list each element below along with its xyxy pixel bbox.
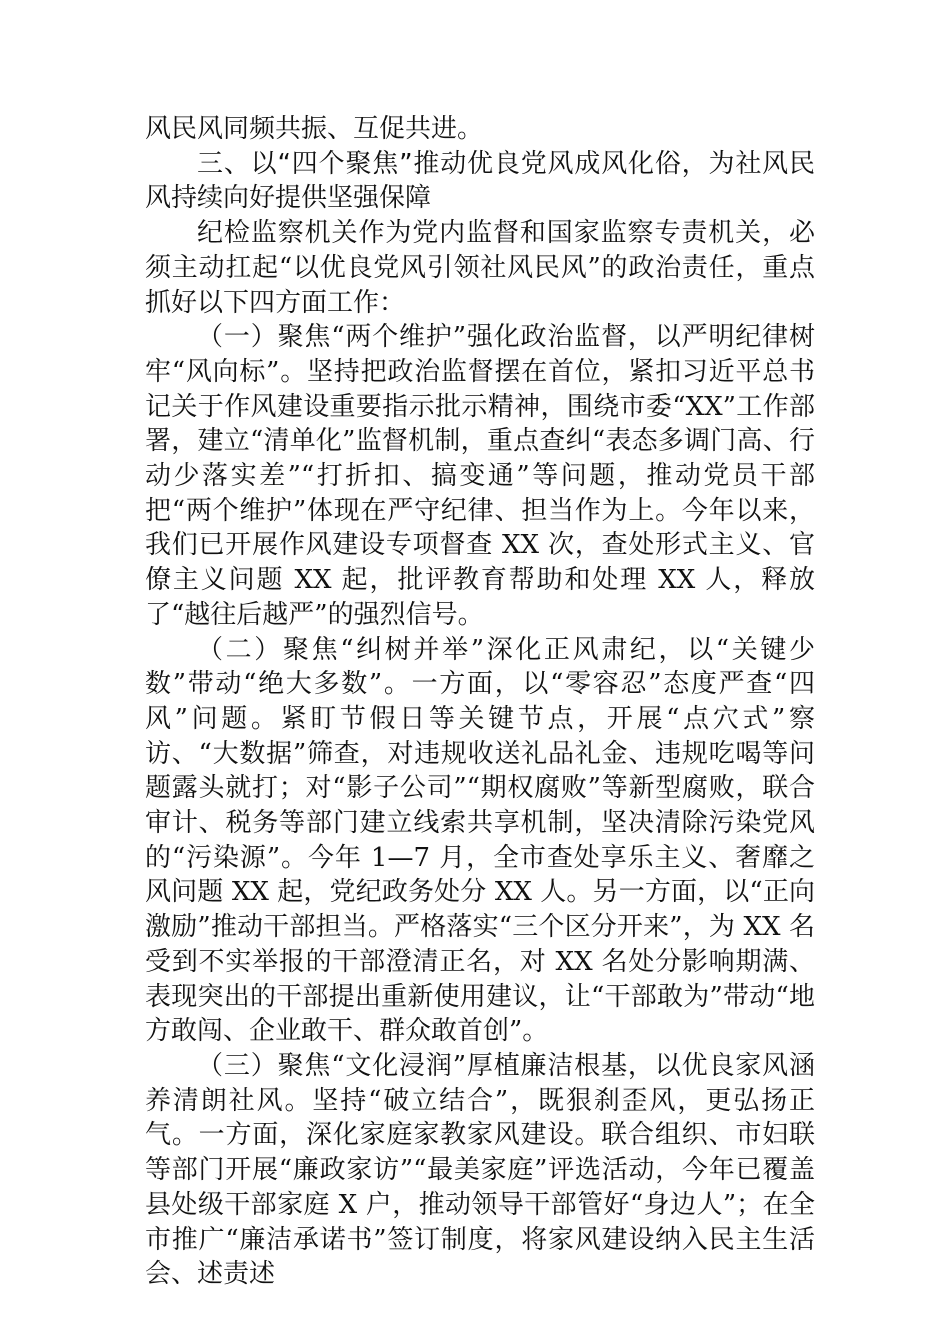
paragraph-item-two: （二）聚焦“纠树并举”深化正风肃纪，以“关键少数”带动“绝大多数”。一方面，以“零容忍”态度严查“四风”问题。紧盯节假日等关键节点，开展“点穴式”察访、“大数据”筛查，对违规收送礼品礼金、违规吃喝等问题露头就打；对“影子公司”“期权腐败”等新型腐败，联合审计、税务等部门建立线索共享机制，坚决清除污染党风的“污染源”。今年 1—7 月，全市查处享乐主义、奢靡之风问题 XX 起，党纪政务处分 XX 人。另一方面，以“正向激励”推动干部担当。严格落实“三个区分开来”，为 XX 名受到不实举报的干部澄清正名，对 XX 名处分影响期满、表现突出的干部提出重新使用建议，让“干部敢为”带动“地方敢闯、企业敢干、群众敢首创”。 xyxy=(145,634,815,1047)
paragraph-continuation: 风民风同频共振、互促共进。 xyxy=(145,114,484,144)
document-body xyxy=(145,112,815,1292)
paragraph-item-one: （一）聚焦“两个维护”强化政治监督，以严明纪律树牢“风向标”。坚持把政治监督摆在首位，紧扣习近平总书记关于作风建设重要指示批示精神，围绕市委“XX”工作部署，建立“清单化”监督机制，重点查纠“表态多调门高、行动少落实差”“打折扣、搞变通”等问题，推动党员干部把“两个维护”体现在严守纪律、担当作为上。今年以来，我们已开展作风建设专项督查 XX 次，查处形式主义、官僚主义问题 XX 起，批评教育帮助和处理 XX 人，释放了“越往后越严”的强烈信号。 xyxy=(145,322,815,630)
section-heading-three: 三、以“四个聚焦”推动优良党风成风化俗，为社风民风持续向好提供坚强保障 xyxy=(145,148,815,214)
paragraph-item-three: （三）聚焦“文化浸润”厚植廉洁根基，以优良家风涵养清朗社风。坚持“破立结合”，既狠刹歪风，更弘扬正气。一方面，深化家庭家教家风建设。联合组织、市妇联等部门开展“廉政家访”“最美家庭”评选活动，今年已覆盖县处级干部家庭 X 户，推动领导干部管好“身边人”；在全市推广“廉洁承诺书”签订制度，将家风建设纳入民主生活会、述责述 xyxy=(145,1050,815,1290)
paragraph-intro: 纪检监察机关作为党内监督和国家监察专责机关，必须主动扛起“以优良党风引领社风民风”的政治责任，重点抓好以下四方面工作： xyxy=(145,218,815,318)
